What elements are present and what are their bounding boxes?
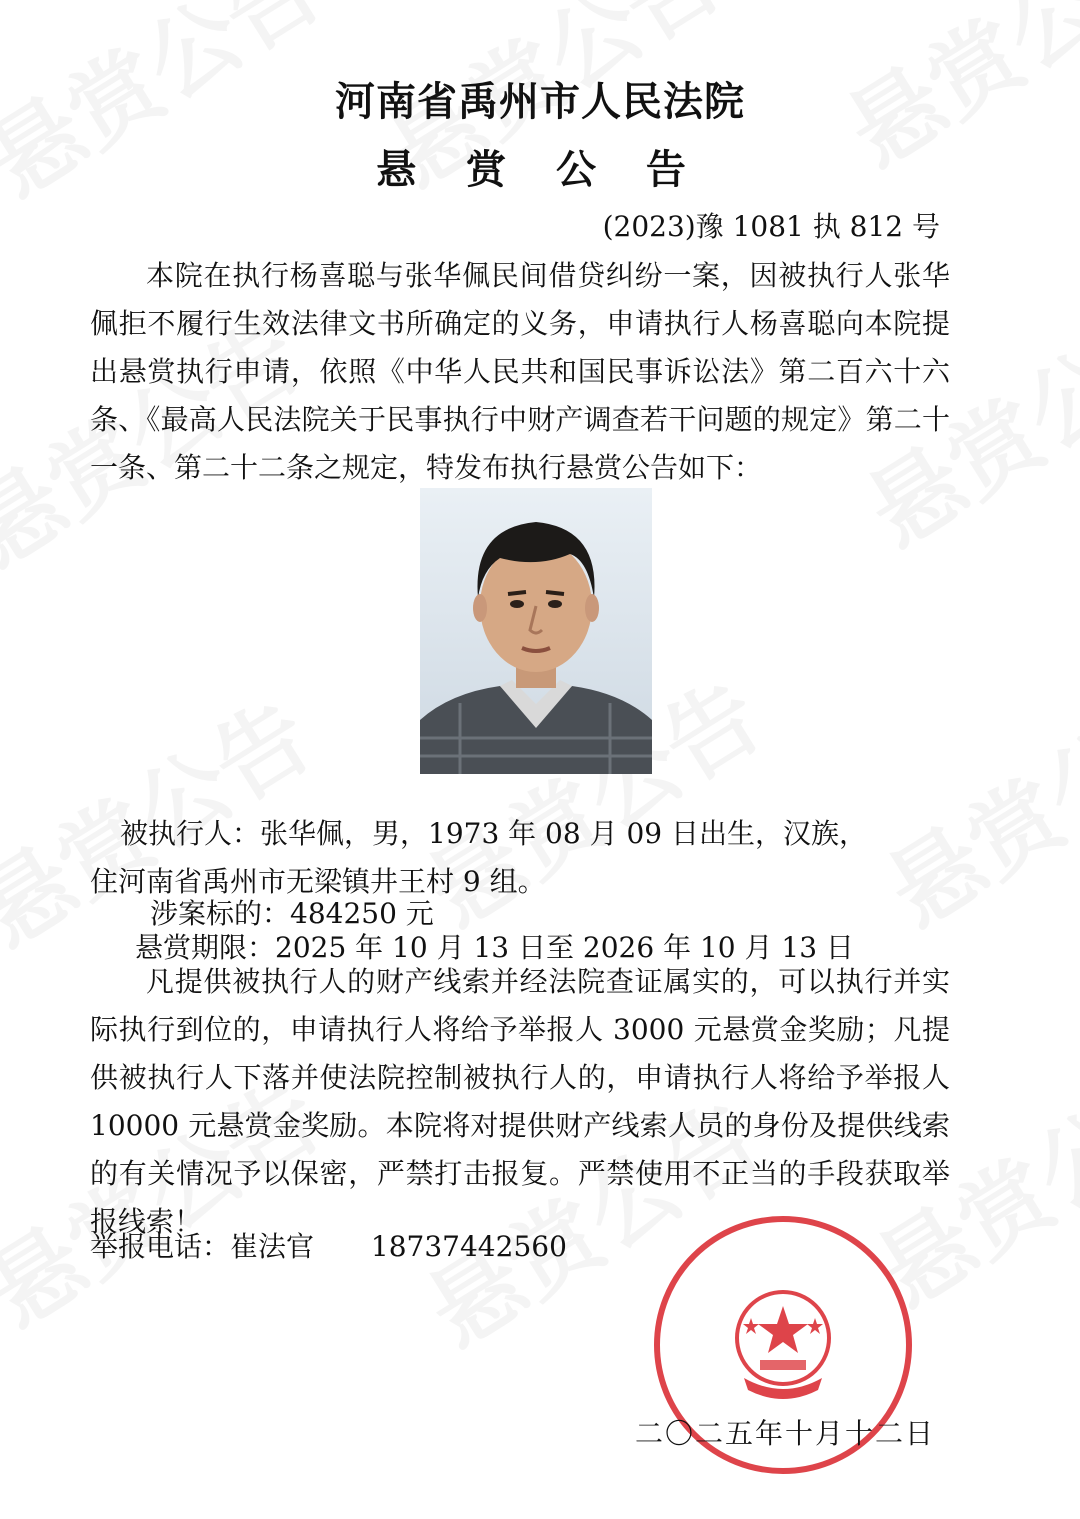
subject-info-line1: 被执行人：张华佩，男，1973 年 08 月 09 日出生，汉族，	[120, 817, 868, 850]
amount-line: 涉案标的：484250 元	[150, 897, 434, 930]
case-number: (2023)豫 1081 执 812 号	[602, 210, 940, 243]
subject-photo	[420, 488, 652, 774]
intro-paragraph: 本院在执行杨喜聪与张华佩民间借贷纠纷一案，因被执行人张华佩拒不履行生效法律文书所确定的义务，申请执行人杨喜聪向本院提出悬赏执行申请，依照《中华人民共和国民事诉讼法》第二百六十六条、《最高人民法院关于民事执行中财产调查若干问题的规定》第二十一条、第二十二条之规定，特发布执行悬赏公告如下：	[90, 259, 950, 484]
reward-period-line: 悬赏期限：2025 年 10 月 13 日至 2026 年 10 月 13 日	[135, 931, 854, 964]
reward-paragraph: 凡提供被执行人的财产线索并经法院查证属实的，可以执行并实际执行到位的，申请执行人将给予举报人 3000 元悬赏金奖励；凡提供被执行人下落并使法院控制被执行人的，申请执行人将给予举报人 10000 元悬赏金奖励。本院将对提供财产线索人员的身份及提供线索的有关情况予以保密，严禁打击报复。严禁使用不正当的手段获取举报线索！	[90, 965, 950, 1238]
court-name: 河南省禹州市人民法院	[335, 79, 745, 125]
subject-info-line2: 住河南省禹州市无梁镇井王村 9 组。	[90, 865, 546, 898]
issue-date: 二〇二五年十月十二日	[634, 1417, 935, 1450]
contact-label: 举报电话：崔法官	[90, 1230, 315, 1263]
person-portrait-icon	[420, 488, 652, 774]
contact-phone: 18737442560	[370, 1230, 567, 1263]
notice-title: 悬 赏 公 告	[376, 147, 704, 193]
contact-line	[90, 1225, 567, 1265]
